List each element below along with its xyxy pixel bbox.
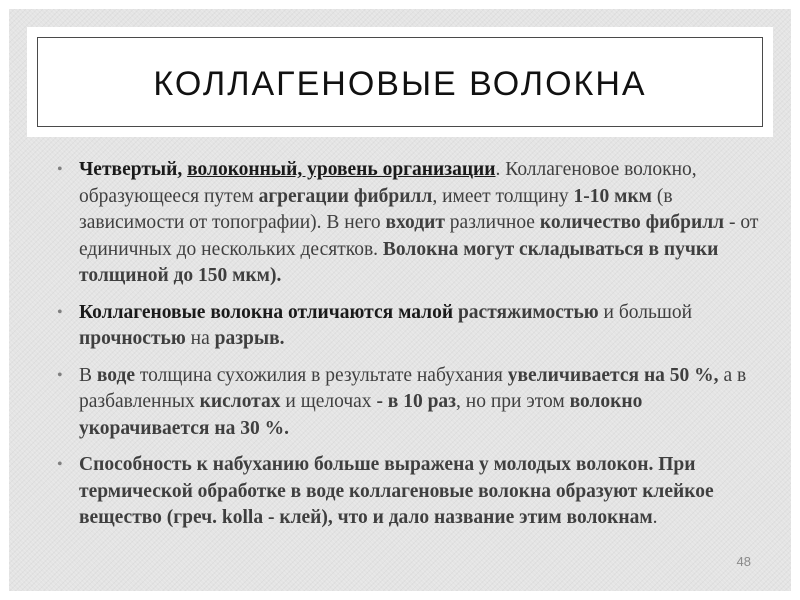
bullet-item bbox=[57, 452, 769, 532]
text-run: Способность к набуханию больше выражена у молодых волокон. При термической обработке в воде коллагеновые волокна образуют клейкое вещество (греч. kolla - клей), что и дало название этим волокнам bbox=[79, 454, 714, 528]
text-run: и щелочах bbox=[280, 391, 377, 412]
page-number: 48 bbox=[736, 554, 751, 569]
text-run: . bbox=[652, 507, 658, 528]
text-run: прочностью bbox=[79, 328, 186, 349]
text-run: 1-10 мкм bbox=[573, 185, 652, 207]
text-run: В bbox=[79, 364, 97, 386]
text-run: Коллагеновые волокна отличаются bbox=[79, 301, 399, 323]
text-run: увеличивается на 50 %, bbox=[507, 364, 719, 386]
bullet-text bbox=[79, 159, 758, 286]
text-run: толщина сухожилия в результате набухания bbox=[135, 364, 508, 386]
slide-title: КОЛЛАГЕНОВЫЕ ВОЛОКНА bbox=[153, 64, 647, 103]
bullet-list bbox=[57, 157, 769, 542]
title-box bbox=[27, 27, 773, 137]
text-run: Волокна могут складываться в пучки толщиной до 150 мкм). bbox=[79, 238, 719, 286]
text-run: воде bbox=[96, 364, 135, 386]
bullet-text bbox=[79, 454, 714, 528]
text-run: и большой bbox=[598, 301, 693, 323]
text-run: различное bbox=[444, 212, 540, 233]
text-run: , имеет толщину bbox=[432, 185, 574, 207]
slide bbox=[9, 9, 791, 591]
bullet-dot-icon: • bbox=[57, 303, 63, 321]
text-run: волоконный, уровень организации bbox=[187, 159, 496, 180]
text-run: малой bbox=[398, 301, 458, 323]
bullet-dot-icon: • bbox=[57, 366, 63, 384]
bullet-text bbox=[79, 365, 746, 439]
text-run: количество фибрилл bbox=[539, 212, 725, 233]
bullet-item bbox=[57, 157, 769, 290]
bullet-text bbox=[79, 302, 692, 350]
text-run: разрыв. bbox=[214, 328, 285, 349]
text-run: агрегации фибрилл bbox=[258, 185, 433, 207]
text-run: - в 10 раз bbox=[376, 391, 457, 412]
bullet-dot-icon: • bbox=[57, 161, 63, 178]
text-run: (в зависимости от топографии). В него bbox=[79, 185, 673, 233]
text-run: , но при этом bbox=[456, 391, 570, 412]
text-run: кислотах bbox=[199, 391, 281, 412]
text-run: волокно укорачивается на 30 %. bbox=[79, 391, 643, 439]
title-frame bbox=[37, 37, 763, 127]
bullet-item bbox=[57, 363, 769, 443]
text-run: Четвертый, bbox=[79, 159, 188, 180]
text-run: растяжимостью bbox=[457, 301, 599, 323]
text-run: - от единичных до нескольких десятков. bbox=[79, 212, 759, 260]
text-run: а в разбавленных bbox=[79, 364, 747, 412]
text-run: входит bbox=[385, 212, 445, 233]
bullet-item bbox=[57, 300, 769, 353]
text-run: . Коллагеновое волокно, образующееся путем bbox=[79, 159, 697, 207]
text-run: на bbox=[185, 328, 215, 349]
bullet-dot-icon: • bbox=[57, 456, 63, 473]
